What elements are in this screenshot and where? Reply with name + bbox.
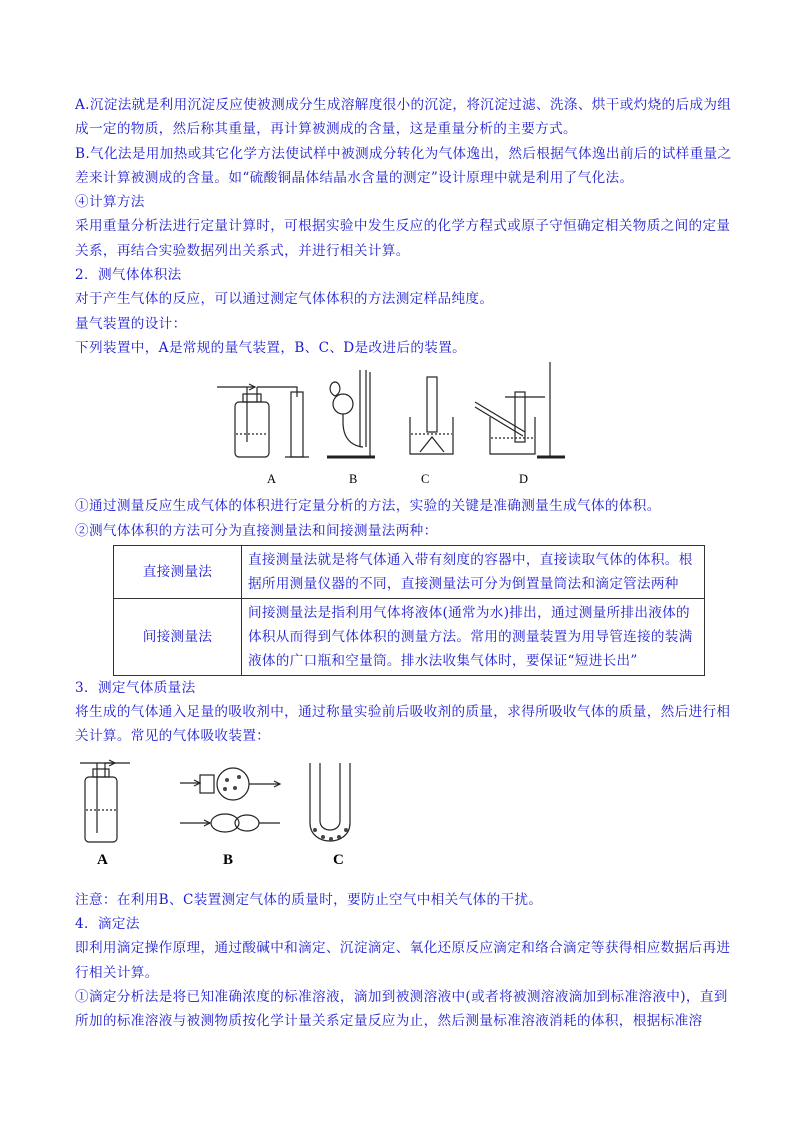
paragraph-precipitation: A.沉淀法就是利用沉淀反应使被测成分生成溶解度很小的沉淀，将沉淀过滤、洗涤、烘干或灼烧的后成为组成一定的物质，然后称其重量，再计算被测成的含量，这是重量分析的主要方式。 (75, 97, 732, 138)
table-row (114, 545, 705, 598)
figure1-label-c: C (421, 472, 430, 487)
heading-titration: 4．滴定法 (75, 916, 140, 933)
figure1-label-b: B (349, 472, 358, 487)
apparatus-drawing (215, 362, 575, 472)
paragraph-apparatus-intro: 下列装置中，A是常规的量气装置，B、C、D是改进后的装置。 (75, 339, 467, 356)
gas-absorption-figure (75, 755, 735, 880)
figure1-label-d: D (519, 472, 529, 487)
paragraph-note: 注意：在利用B、C装置测定气体的质量时，要防止空气中相关气体的干扰。 (75, 891, 543, 908)
table-key-direct: 直接测量法 (114, 545, 242, 598)
paragraph-titration-analysis: ①滴定分析法是将已知准确浓度的标准溶液，滴加到被测溶液中(或者将被测溶液滴加到标准溶液中)，直到所加的标准溶液与被测物质按化学计量关系定量反应为止，然后测量标准溶液消耗的体积，根据标准溶 (75, 988, 728, 1030)
heading-calculation: ④计算方法 (75, 194, 145, 211)
paragraph-volume-key: ①通过测量反应生成气体的体积进行定量分析的方法，实验的关键是准确测量生成气体的体积。 (75, 498, 661, 515)
absorption-drawing (75, 755, 375, 855)
figure2-label-c: C (333, 851, 344, 868)
measurement-methods-table (113, 545, 705, 676)
document-page (75, 93, 735, 1034)
heading-gas-mass: 3．测定气体质量法 (75, 679, 196, 696)
paragraph-calculation: 采用重量分析法进行定量计算时，可根据实验中发生反应的化学方程式或原子守恒确定相关物质之间的定量关系，再结合实验数据列出关系式，并进行相关计算。 (75, 218, 731, 259)
heading-gas-volume: 2．测气体体积法 (75, 267, 182, 284)
table-row (114, 598, 705, 675)
paragraph-gasification: B.气化法是用加热或其它化学方法使试样中被测成分转化为气体逸出，然后根据气体逸出前后的试样重量之差来计算被测成的含量。如“硫酸铜晶体结晶水含量的测定”设计原理中就是利用了气化法。 (75, 145, 732, 186)
table-value-direct: 直接测量法就是将气体通入带有刻度的容器中，直接读取气体的体积。根据所用测量仪器的不同，直接测量法可分为倒置量筒法和滴定管法两种 (242, 545, 705, 598)
table-key-indirect: 间接测量法 (114, 598, 242, 675)
figure2-label-b: B (223, 851, 234, 868)
paragraph-volume-methods: ②测气体体积的方法可分为直接测量法和间接测量法两种： (75, 522, 438, 539)
paragraph-titration: 即利用滴定操作原理，通过酸碱中和滴定、沉淀滴定、氧化还原反应滴定和络合滴定等获得相应数据后再进行相关计算。 (75, 940, 731, 981)
figure2-label-a: A (97, 851, 108, 868)
paragraph-gas-mass: 将生成的气体通入足量的吸收剂中，通过称量实验前后吸收剂的质量，求得所吸收气体的质量，然后进行相关计算。常见的气体吸收装置： (75, 704, 731, 745)
gas-volume-apparatus-figure (75, 362, 735, 494)
figure1-label-a: A (267, 472, 277, 487)
paragraph-gas-volume: 对于产生气体的反应，可以通过测定气体体积的方法测定样品纯度。 (75, 291, 494, 308)
heading-apparatus-design: 量气装置的设计： (75, 315, 187, 332)
table-value-indirect: 间接测量法是指利用气体将液体(通常为水)排出，通过测量所排出液体的体积从而得到气体体积的测量方法。常用的测量装置为用导管连接的装满液体的广口瓶和空量筒。排水法收集气体时，要保证“短进长出” (242, 598, 705, 675)
